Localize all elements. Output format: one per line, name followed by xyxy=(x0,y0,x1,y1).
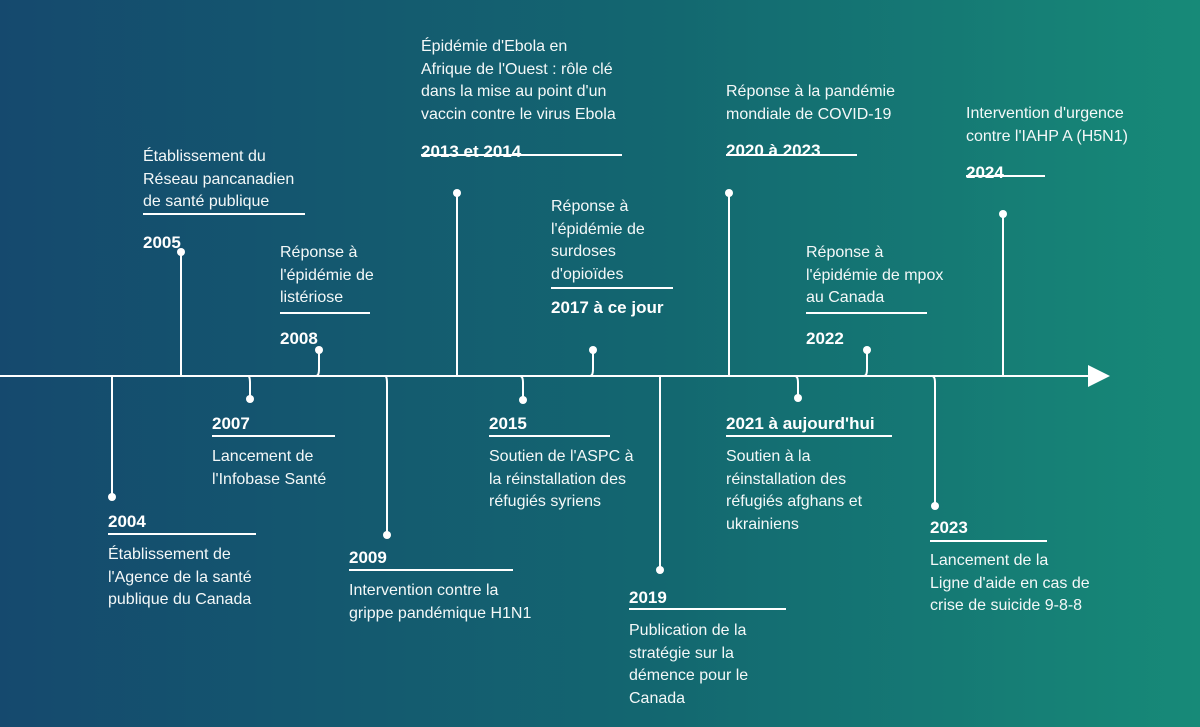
event-2007 xyxy=(212,414,352,491)
event-2008-year: 2008 xyxy=(280,328,318,348)
event-2017-text: Réponse à l'épidémie de surdoses d'opioïdes xyxy=(551,198,645,283)
marker-dot-2009 xyxy=(383,531,391,539)
marker-dot-2020 xyxy=(725,189,733,197)
event-2013-text: Épidémie d'Ebola en Afrique de l'Ouest : rôle clé dans la mise au point d'un vaccin contre le virus Ebola xyxy=(421,38,616,123)
event-2022-text: Réponse à l'épidémie de mpox au Canada xyxy=(806,244,944,306)
event-2024-text: Intervention d'urgence contre l'IAHP A (H5N1) xyxy=(966,105,1128,145)
event-2007-year: 2007 xyxy=(212,414,250,433)
event-2022 xyxy=(806,242,956,349)
marker-dot-2004 xyxy=(108,493,116,501)
marker-dot-2019 xyxy=(656,566,664,574)
event-2019-text: Publication de la stratégie sur la démence pour le Canada xyxy=(629,622,749,707)
event-2015-text: Soutien de l'ASPC à la réinstallation des réfugiés syriens xyxy=(489,448,634,510)
marker-dot-2007 xyxy=(246,395,254,403)
event-2013 xyxy=(421,36,621,162)
event-2009-year: 2009 xyxy=(349,548,387,567)
connector-2009 xyxy=(385,376,387,535)
event-2017-year: 2017 à ce jour xyxy=(551,298,664,317)
event-2022-year: 2022 xyxy=(806,328,844,348)
event-2015-year: 2015 xyxy=(489,414,527,433)
event-2004 xyxy=(108,512,268,612)
event-2020 xyxy=(726,81,906,161)
event-2004-text: Établissement de l'Agence de la santé publique du Canada xyxy=(108,546,252,608)
marker-dot-2017 xyxy=(589,346,597,354)
event-2017 xyxy=(551,196,671,318)
connector-2023 xyxy=(932,376,935,506)
event-2005 xyxy=(143,146,313,253)
marker-dot-2021 xyxy=(794,394,802,402)
event-2024 xyxy=(966,103,1136,183)
marker-dot-2023 xyxy=(931,502,939,510)
event-2021-text: Soutien à la réinstallation des réfugiés afghans et ukrainiens xyxy=(726,448,863,533)
event-2007-text: Lancement de l'Infobase Santé xyxy=(212,448,327,488)
event-2008-text: Réponse à l'épidémie de listériose xyxy=(280,244,374,306)
timeline-arrowhead xyxy=(1088,365,1110,387)
event-2005-year: 2005 xyxy=(143,232,181,252)
event-2009 xyxy=(349,548,539,625)
event-2020-year: 2020 à 2023 xyxy=(726,141,821,160)
event-2023-year: 2023 xyxy=(930,518,968,537)
event-2021 xyxy=(726,414,901,536)
marker-dot-2015 xyxy=(519,396,527,404)
marker-dot-2013 xyxy=(453,189,461,197)
event-2021-year: 2021 à aujourd'hui xyxy=(726,414,875,433)
event-2008 xyxy=(280,242,390,349)
event-2020-text: Réponse à la pandémie mondiale de COVID-19 xyxy=(726,83,896,123)
event-2019 xyxy=(629,588,779,710)
marker-dot-2024 xyxy=(999,210,1007,218)
event-2015 xyxy=(489,414,639,514)
event-2023 xyxy=(930,518,1090,618)
event-2024-year: 2024 xyxy=(966,163,1004,182)
event-2023-text: Lancement de la Ligne d'aide en cas de crise de suicide 9-8-8 xyxy=(930,552,1090,614)
event-2005-text: Établissement du Réseau pancanadien de santé publique xyxy=(143,148,295,210)
event-2013-year: 2013 et 2014 xyxy=(421,142,522,161)
event-2004-year: 2004 xyxy=(108,512,146,531)
event-2019-year: 2019 xyxy=(629,588,667,607)
event-2009-text: Intervention contre la grippe pandémique H1N1 xyxy=(349,582,532,622)
